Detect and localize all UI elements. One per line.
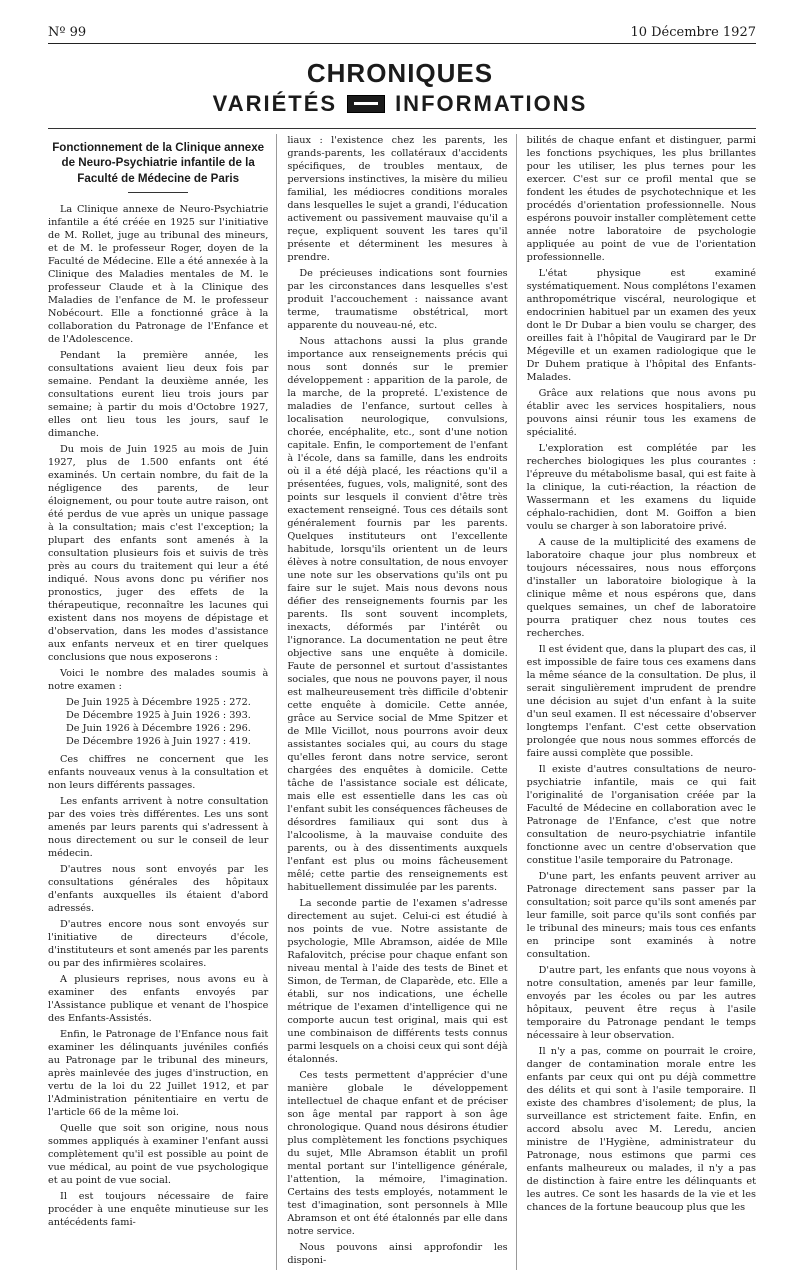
paragraph: La seconde partie de l'examen s'adresse directement au sujet. Celui-ci est étudié à nos points de vue. Notre assistante de psychologie, Mlle Abramson, aidée de Mlle Rafalovitch, précise pour chaque enfant son niveau mental à l'aide des tests de Binet et Simon, de Terman, de Claparède, etc. Elle a établi, sur nos indications, une échelle métrique de l'examen d'intelligence qui ne comporte aucun test original, mais qui est une combinaison de différents tests connus parmi lesquels on a choisi ceux qui sont déjà étalonnés. (287, 898, 508, 1065)
paragraph: Pendant la première année, les consultations avaient lieu deux fois par semaine. Pendant la deuxième année, les consultations eurent lieu trois jours par semaine; à partir du mois d'Octobre 1927, elles ont lieu tous les jours, sauf le dimanche. (48, 349, 269, 439)
article-title: Fonctionnement de la Clinique annexe de Neuro-Psychiatrie infantile de la Faculté de Médecine de Paris (52, 141, 265, 185)
paragraph: Ces tests permettent d'apprécier d'une manière globale le développement intellectuel de chaque enfant et de préciser son âge mental par rapport à son âge chronologique. Quand nous désirons étudier plus complètement les fonctions psychiques du sujet, Mlle Abramson établit un profil mental portant sur l'intelligence générale, l'attention, la mémoire, l'imagination. Certains des tests employés, notamment le test d'imagination, sont personnels à Mlle Abramson et ont été étalonnés par elle dans notre service. (287, 1070, 508, 1237)
paragraph: La Clinique annexe de Neuro-Psychiatrie infantile a été créée en 1925 sur l'initiative de M. Rollet, juge au tribunal des mineurs, et de M. le professeur Roger, doyen de la Faculté de Médecine. Elle a été annexée à la Clinique des Maladies mentales de M. le professeur Claude et à la Clinique des Maladies de l'enfance de M. le professeur Nobécourt. Elle a fonctionné grâce à la collaboration du Patronage de l'Enfance et de l'Adolescence. (48, 203, 269, 345)
paragraph: D'autres encore nous sont envoyés sur l'initiative de directeurs d'école, d'instituteurs et sont amenés par les parents ou par des infirmières scolaires. (48, 918, 269, 969)
list-item: De Juin 1926 à Décembre 1926 : 296. (66, 722, 251, 734)
paragraph: Les enfants arrivent à notre consultation par des voies très différentes. Les uns sont amenés par leurs parents qui s'adressent à nous directement ou sur le conseil de leur médecin. (48, 795, 269, 859)
header-rule (48, 128, 756, 129)
paragraph: L'état physique est examiné systématiquement. Nous complétons l'examen anthropométrique viscéral, neurologique et endocrinien habituel par un examen des yeux dont le Dr Dubar a bien voulu se charger, des oreilles fait à l'hôpital de Vaugirard par le Dr Mégeville et un examen radiologique que le Dr Duhem pratique à l'hôpital des Enfants-Malades. (526, 268, 756, 383)
list-item: De Décembre 1926 à Juin 1927 : 419. (66, 735, 251, 747)
paragraph: D'une part, les enfants peuvent arriver au Patronage directement sans passer par la consultation; soit parce qu'ils sont amenés par leur famille, soit parce qu'ils sont confiés par le tribunal des mineurs; mais tous ces enfants en principe sont examinés à notre consultation. (526, 871, 756, 960)
issue-number: Nº 99 (48, 25, 87, 40)
paragraph: D'autres nous sont envoyés par les consultations générales des hôpitaux d'enfants auxquelles ils étaient d'abord adressés. (48, 863, 269, 914)
list-item: De Juin 1925 à Décembre 1925 : 272. (66, 696, 251, 708)
paragraph: Il est évident que, dans la plupart des cas, il est impossible de faire tous ces examens dans la même séance de la consultation. De plus, il serait singulièrement imprudent de prendre une décision au sujet d'un enfant à la suite d'un seul examen. Il est nécessaire d'observer longtemps l'enfant. C'est cette observation prolongée que nous nous sommes efforcés de faire aussi complète que possible. (526, 644, 756, 759)
paragraph: Grâce aux relations que nous avons pu établir avec les services hospitaliers, nous pouvons ainsi réunir tous les examens de spécialité. (526, 388, 756, 438)
paragraph: Nous attachons aussi la plus grande importance aux renseignements précis qui nous sont donnés sur le premier développement : apparition de la parole, de la marche, de la propreté. L'existence de maladies de l'enfance, surtout celles à localisation neurologique, convulsions, chorée, encéphalite, etc., sont d'une notion capitale. Enfin, le comportement de l'enfant à l'école, dans sa famille, dans les endroits où il a été déjà placé, les réactions qu'il a présentées, fugues, vols, malignité, sont des points sur lesquels il convient d'être très exactement renseigné. Tous ces détails sont généralement fournis par les parents. Quelques instituteurs ont l'excellente habitude, lorsqu'ils orientent un de leurs élèves à notre consultation, de nous envoyer une note sur les observations qu'ils ont pu faire sur le sujet. Mais nous devons nous défier des renseignements fournis par les parents. Ils sont souvent incomplets, inexacts, déformés par l'intérêt ou l'ignorance. La documentation ne peut être objective sans une enquête à domicile. Faute de personnel et surtout d'assistantes sociales, que nous ne pouvons payer, il nous est malheureusement très difficile d'obtenir cette enquête à domicile. Cette année, grâce au Service social de Mme Spitzer et de Mlle Vicillot, nous pourrons avoir deux assistantes sociales qui, au cours du stage qu'elles feront dans notre service, seront chargées des enquêtes à domicile. Cette tâche de l'assistance sociale est délicate, mais elle est essentielle dans les cas où l'enfant subit les conséquences fâcheuses de désordres familiaux qui sont dus à l'alcoolisme, à la mauvaise conduite des parents, ou à des dissentiments auxquels l'enfant est plus ou moins fâcheusement mêlé; cette partie des renseignements est habituellement dissimulée par les parents. (287, 336, 508, 893)
paragraph: A cause de la multiplicité des examens de laboratoire chaque jour plus nombreux et toujours nécessaires, nous nous efforçons d'installer un laboratoire biologique à la clinique même et nous espérons que, dans quelques semaines, un chef de laboratoire pourra pratiquer chez nous toutes ces recherches. (526, 537, 756, 639)
paragraph: Nous pouvons ainsi approfondir les disponi- (287, 1242, 508, 1266)
title-divider (128, 192, 188, 193)
masthead (0, 58, 800, 122)
paragraph: Il est toujours nécessaire de faire procéder à une enquête minutieuse sur les antécédents fami- (48, 1190, 269, 1228)
masthead-left-word: VARIÉTÉS (212, 91, 338, 116)
paragraph: Quelle que soit son origine, nous nous sommes appliqués à examiner l'enfant aussi complètement qu'il est possible au point de vue médical, au point de vue psychologique et au point de vue social. (48, 1122, 269, 1186)
paragraph: liaux : l'existence chez les parents, les grands-parents, les collatéraux d'accidents spécifiques, de troubles mentaux, de perversions instinctives, la misère du milieu familial, les médiocres conditions morales dans lesquelles le sujet a grandi, l'éducation activement ou passivement mauvaise qu'il a reçue, expliquent souvent les tares qu'il présente et déterminent les mesures à prendre. (287, 135, 508, 263)
paragraph: Du mois de Juin 1925 au mois de Juin 1927, plus de 1.500 enfants ont été examinés. Un certain nombre, du fait de la négligence des parents, de leur éloignement, ou pour toute autre raison, ont été perdus de vue après un unique passage à la consultation; mais c'est l'exception; la plupart des enfants sont amenés à la consultation plusieurs fois et suivis de très près au cours du traitement qui leur a été indiqué. Nous avons donc pu vérifier nos pronostics, juger des effets de la thérapeutique, reconnaître les lacunes qui existent dans nos moyens de dépistage et d'observation, dans les modes d'assistance aux enfants nerveux et en tirer quelques conclusions que nous exposerons : (48, 443, 269, 663)
paragraph: Ces chiffres ne concernent que les enfants nouveaux venus à la consultation et non leurs différents passages. (48, 753, 269, 791)
column-2 (287, 134, 516, 1270)
paragraph: L'exploration est complétée par les recherches biologiques les plus courantes : l'épreuve du métabolisme basal, qui est faite à la clinique, la cuti-réaction, la réaction de Wassermann et les examens du liquide céphalo-rachidien, dont M. Goiffon a bien voulu se charger à son laboratoire privé. (526, 443, 756, 532)
paragraph: Il n'y a pas, comme on pourrait le croire, danger de contamination morale entre les enfants par ceux qui ont pu déjà commettre des délits et qui sont à l'asile temporaire. Il existe des chambres d'isolement; de plus, la surveillance est strictement faite. Enfin, en accord absolu avec M. Leredu, ancien ministre de l'Hygiène, administrateur du Patronage, nous estimons que parmi ces enfants malheureux ou malades, il n'y a pas de distinction à faire entre les délinquants et les autres. Ce sont les hasards de la vie et les chances de la fortune beaucoup plus que les (526, 1046, 756, 1213)
masthead-subtitle (0, 91, 800, 117)
column-3 (527, 134, 756, 1270)
running-header (48, 18, 756, 44)
article-body (48, 134, 756, 1266)
ornament-icon (347, 95, 385, 113)
paragraph: A plusieurs reprises, nous avons eu à examiner des enfants envoyés par l'Assistance publique et venant de l'hospice des Enfants-Assistés. (48, 973, 269, 1024)
column-1 (48, 134, 277, 1270)
masthead-right-word: INFORMATIONS (395, 91, 588, 116)
list-item: De Décembre 1925 à Juin 1926 : 393. (66, 709, 251, 721)
paragraph: De précieuses indications sont fournies par les circonstances dans lesquelles s'est produit l'accouchement : naissance avant terme, traumatisme obstétrical, mort apparente du nouveau-né, etc. (287, 268, 508, 331)
paragraph: D'autre part, les enfants que nous voyons à notre consultation, amenés par leur famille, envoyés par les écoles ou par les autres hôpitaux, peuvent être reçus à l'asile temporaire du Patronage pendant le temps nécessaire à leur observation. (526, 965, 756, 1041)
paragraph: Enfin, le Patronage de l'Enfance nous fait examiner les délinquants juvéniles confiés au Patronage par le tribunal des mineurs, après mainlevée des juges d'instruction, en vertu de la loi du 22 Juillet 1912, et par l'Administration pénitentiaire en vertu de l'article 66 de la même loi. (48, 1028, 269, 1118)
paragraph: Il existe d'autres consultations de neuro-psychiatrie infantile, mais ce qui fait l'originalité de l'organisation créée par la Faculté de Médecine en collaboration avec le Patronage de l'Enfance, c'est que notre consultation de neuro-psychiatrie infantile fonctionne avec un centre d'observation que constitue l'asile temporaire du Patronage. (526, 764, 756, 866)
patient-count-list (66, 696, 268, 748)
paragraph: bilités de chaque enfant et distinguer, parmi les fonctions psychiques, les plus brillantes pour les utiliser, les plus ternes pour les exercer. C'est sur ce profil mental que se fondent les études de psychotechnique et les procédés d'orientation professionnelle. Nous espérons pouvoir installer complètement cette année notre laboratoire de psychologie appliquée au point de vue de l'orientation professionnelle. (526, 135, 756, 263)
issue-date: 10 Décembre 1927 (630, 25, 756, 40)
masthead-title: CHRONIQUES (306, 58, 494, 88)
paragraph: Voici le nombre des malades soumis à notre examen : (48, 667, 269, 692)
